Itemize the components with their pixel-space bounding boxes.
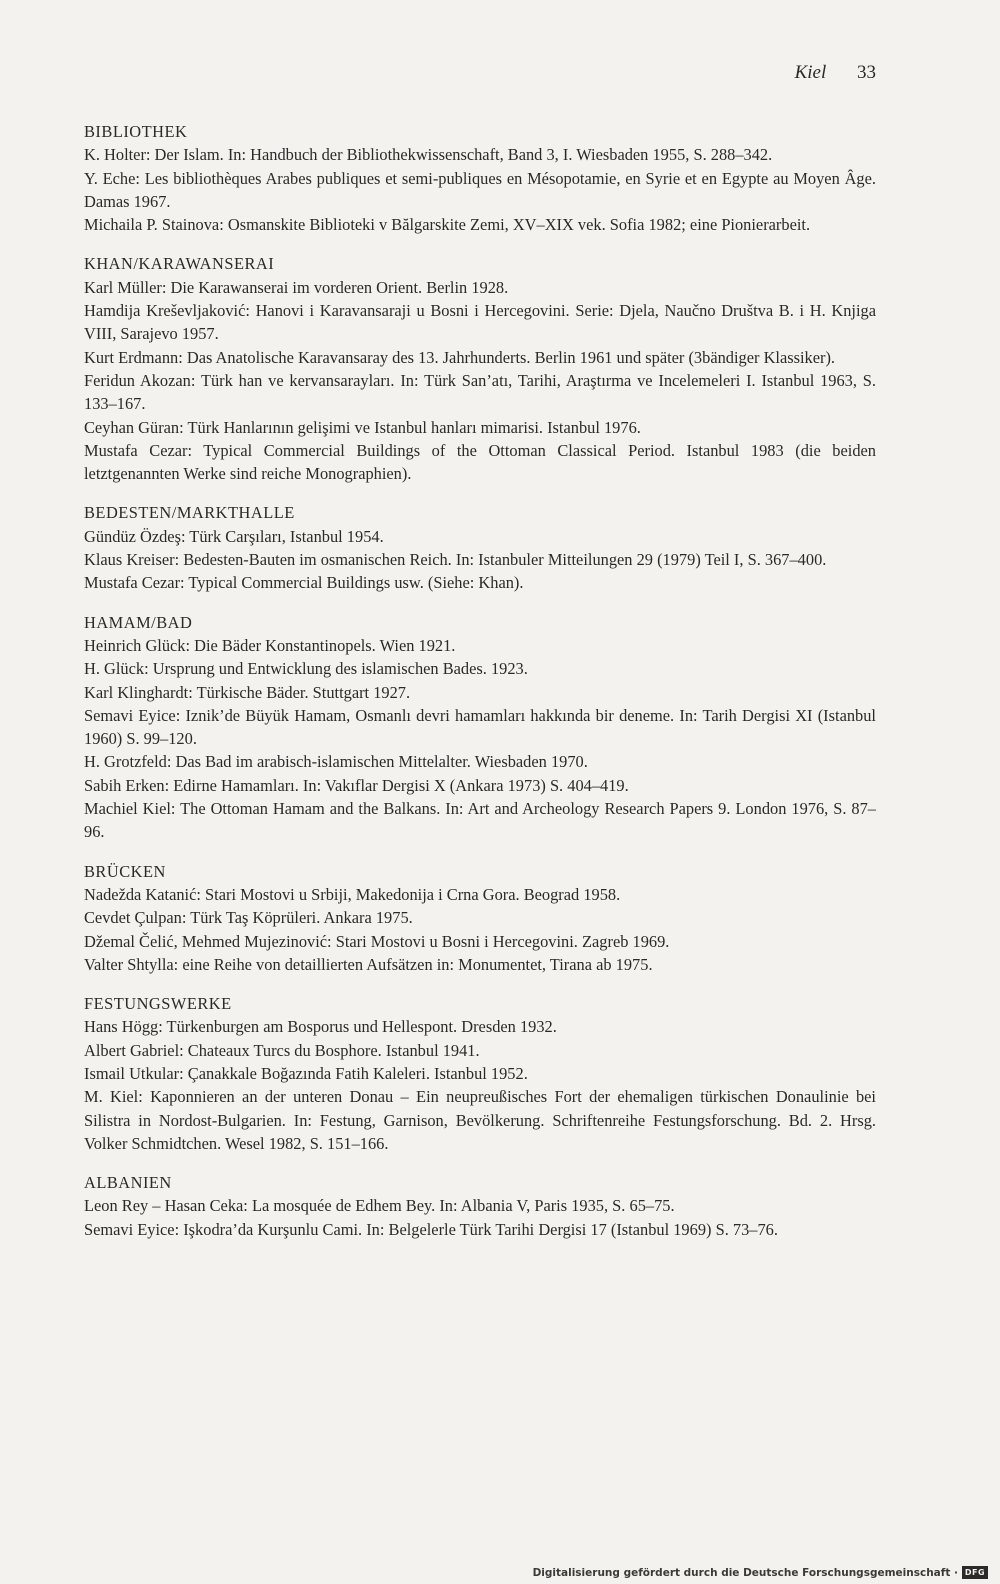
bibliography-entry: Albert Gabriel: Chateaux Turcs du Bosphore. Istanbul 1941. <box>84 1040 480 1060</box>
bibliography-section <box>84 860 876 976</box>
bibliography-body <box>84 120 876 1257</box>
footer-text: Digitalisierung gefördert durch die Deutsche Forschungsgemeinschaft · <box>532 1566 958 1579</box>
section-heading: HAMAM/BAD <box>84 612 193 632</box>
bibliography-entry: Semavi Eyice: Işkodra’da Kurşunlu Cami. In: Belgelerle Türk Tarihi Dergisi 17 (Istanbul 1969) S. 73–76. <box>84 1219 778 1239</box>
running-head-title: Kiel <box>794 62 827 83</box>
bibliography-section <box>84 992 876 1155</box>
section-heading: ALBANIEN <box>84 1173 172 1193</box>
section-heading: BEDESTEN/MARKTHALLE <box>84 503 295 523</box>
bibliography-entry: Valter Shtylla: eine Reihe von detaillierten Aufsätzen in: Monumentet, Tirana ab 1975. <box>84 954 653 974</box>
dfg-logo: DFG <box>962 1566 988 1579</box>
section-heading: BRÜCKEN <box>84 861 166 881</box>
bibliography-entry: Cevdet Çulpan: Türk Taş Köprüleri. Ankara 1975. <box>84 908 413 928</box>
bibliography-entry: Kurt Erdmann: Das Anatolische Karavansaray des 13. Jahrhunderts. Berlin 1961 und später (3bändiger Klassiker). <box>84 347 836 367</box>
bibliography-section <box>84 252 876 485</box>
bibliography-entry: Karl Müller: Die Karawanserai im vorderen Orient. Berlin 1928. <box>84 277 509 297</box>
bibliography-section <box>84 1171 876 1241</box>
running-head <box>795 62 876 84</box>
page-number: 33 <box>857 62 876 83</box>
bibliography-entry: Karl Klinghardt: Türkische Bäder. Stuttgart 1927. <box>84 682 411 702</box>
footer-credit <box>533 1566 988 1579</box>
bibliography-section <box>84 120 876 236</box>
bibliography-entry: Y. Eche: Les bibliothèques Arabes publiques et semi-publiques en Mésopotamie, en Syrie et en Egypte au Moyen Âge. Damas 1967. <box>84 168 876 211</box>
bibliography-entry: Džemal Čelić, Mehmed Mujezinović: Stari Mostovi u Bosni i Hercegovini. Zagreb 1969. <box>84 931 670 951</box>
bibliography-entry: Nadežda Katanić: Stari Mostovi u Srbiji, Makedonija i Crna Gora. Beograd 1958. <box>84 884 621 904</box>
section-heading: BIBLIOTHEK <box>84 122 188 141</box>
section-heading: KHAN/KARAWANSERAI <box>84 254 275 274</box>
bibliography-entry: M. Kiel: Kaponnieren an der unteren Donau – Ein neupreußisches Fort der ehemaligen türkischen Donaulinie bei Silistra in Nordost-Bulgarien. In: Festung, Garnison, Bevölkerung. Schriftenreihe Festungsforschung. Bd. 2. Hrsg. Volker Schmidtchen. Wesel 1982, S. 151–166. <box>84 1087 876 1153</box>
bibliography-entry: Hans Högg: Türkenburgen am Bosporus und Hellespont. Dresden 1932. <box>84 1017 557 1037</box>
bibliography-entry: Semavi Eyice: Iznik’de Büyük Hamam, Osmanlı devri hamamları hakkında bir deneme. In: Tarih Dergisi XI (Istanbul 1960) S. 99–120. <box>84 705 876 749</box>
bibliography-entry: Ceyhan Güran: Türk Hanlarının gelişimi ve Istanbul hanları mimarisi. Istanbul 1976. <box>84 417 641 437</box>
bibliography-entry: Michaila P. Stainova: Osmanskite Biblioteki v Bălgarskite Zemi, XV–XIX vek. Sofia 1982; eine Pionierarbeit. <box>84 215 811 235</box>
bibliography-entry: Heinrich Glück: Die Bäder Konstantinopels. Wien 1921. <box>84 635 456 655</box>
bibliography-entry: Leon Rey – Hasan Ceka: La mosquée de Edhem Bey. In: Albania V, Paris 1935, S. 65–75. <box>84 1196 675 1216</box>
bibliography-section <box>84 501 876 594</box>
bibliography-entry: Gündüz Özdeş: Türk Carşıları, Istanbul 1954. <box>84 526 384 546</box>
bibliography-entry: H. Glück: Ursprung und Entwicklung des islamischen Bades. 1923. <box>84 659 528 679</box>
bibliography-entry: K. Holter: Der Islam. In: Handbuch der Bibliothekwissenschaft, Band 3, I. Wiesbaden 1955, S. 288–342. <box>84 145 773 165</box>
bibliography-section <box>84 611 876 844</box>
bibliography-entry: Sabih Erken: Edirne Hamamları. In: Vakıflar Dergisi X (Ankara 1973) S. 404–419. <box>84 775 629 795</box>
bibliography-entry: H. Grotzfeld: Das Bad im arabisch-islamischen Mittelalter. Wiesbaden 1970. <box>84 752 588 772</box>
bibliography-entry: Mustafa Cezar: Typical Commercial Buildings usw. (Siehe: Khan). <box>84 573 524 593</box>
bibliography-entry: Klaus Kreiser: Bedesten-Bauten im osmanischen Reich. In: Istanbuler Mitteilungen 29 (1979) Teil I, S. 367–400. <box>84 550 827 570</box>
section-heading: FESTUNGSWERKE <box>84 994 232 1014</box>
bibliography-entry: Machiel Kiel: The Ottoman Hamam and the Balkans. In: Art and Archeology Research Papers 9. London 1976, S. 87–96. <box>84 799 876 842</box>
bibliography-entry: Ismail Utkular: Çanakkale Boğazında Fatih Kaleleri. Istanbul 1952. <box>84 1063 528 1083</box>
bibliography-entry: Mustafa Cezar: Typical Commercial Buildings of the Ottoman Classical Period. Istanbul 1983 (die beiden letztgenannten Werke sind reiche Monographien). <box>84 440 876 484</box>
bibliography-entry: Hamdija Kreševljaković: Hanovi i Karavansaraji u Bosni i Hercegovini. Serie: Djela, Naučno Društva B. i H. Knjiga VIII, Sarajevo 1957. <box>84 301 876 344</box>
bibliography-entry: Feridun Akozan: Türk han ve kervansarayları. In: Türk San’atı, Tarihi, Araştırma ve Incelemeleri I. Istanbul 1963, S. 133–167. <box>84 370 876 414</box>
